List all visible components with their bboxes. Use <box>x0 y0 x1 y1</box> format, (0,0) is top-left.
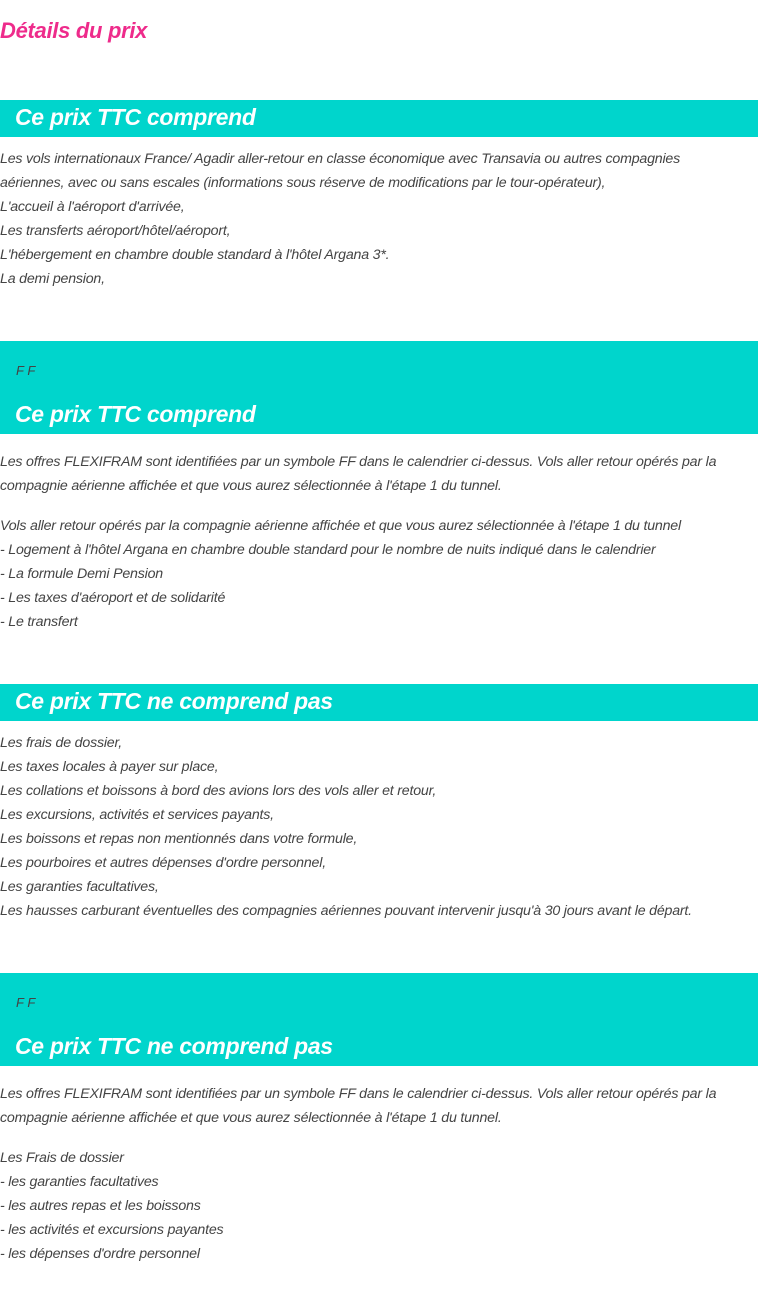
section-heading: Ce prix TTC ne comprend pas <box>15 688 333 714</box>
page-title: Détails du prix <box>0 18 148 43</box>
flexifram-included-intro <box>0 450 756 498</box>
section-header-flexifram-included <box>0 341 758 434</box>
list-item: - Les taxes d'aéroport et de solidarité <box>0 590 226 606</box>
list-item: - les activités et excursions payantes <box>0 1222 224 1238</box>
list-item: La demi pension, <box>0 271 105 287</box>
intro-paragraph: Les offres FLEXIFRAM sont identifiées par un symbole FF dans le calendrier ci-dessus. Vols aller retour opérés par la compagnie aérienne affichée et que vous aurez sélectionnée à l'étape 1 du tunnel. <box>0 454 717 494</box>
list-item: Les pourboires et autres dépenses d'ordre personnel, <box>0 855 326 871</box>
list-item: - Logement à l'hôtel Argana en chambre double standard pour le nombre de nuits indiqué dans le calendrier <box>0 542 656 558</box>
list-item: Les taxes locales à payer sur place, <box>0 759 219 775</box>
list-item: Les collations et boissons à bord des avions lors des vols aller et retour, <box>0 783 437 799</box>
list-item: Les garanties facultatives, <box>0 879 159 895</box>
list-item: Les transferts aéroport/hôtel/aéroport, <box>0 223 231 239</box>
section-header-not-included <box>0 684 758 721</box>
list-item: Les excursions, activités et services payants, <box>0 807 274 823</box>
section-heading: Ce prix TTC comprend <box>15 104 256 130</box>
section-heading: Ce prix TTC ne comprend pas <box>15 1033 333 1059</box>
list-item: Les boissons et repas non mentionnés dans votre formule, <box>0 831 358 847</box>
section-header-included <box>0 100 758 137</box>
list-item: Les frais de dossier, <box>0 735 122 751</box>
list-item: Vols aller retour opérés par la compagnie aérienne affichée et que vous aurez sélectionnée à l'étape 1 du tunnel <box>0 518 681 534</box>
list-item: L'accueil à l'aéroport d'arrivée, <box>0 199 185 215</box>
list-item: - Le transfert <box>0 614 78 630</box>
list-item: - les dépenses d'ordre personnel <box>0 1246 200 1262</box>
list-item: Les hausses carburant éventuelles des compagnies aériennes pouvant intervenir jusqu'à 30 jours avant le départ. <box>0 903 692 919</box>
included-list <box>0 147 756 291</box>
ff-badge: F F <box>16 363 36 378</box>
list-item: Les vols internationaux France/ Agadir aller-retour en classe économique avec Transavia ou autres compagnies aériennes, avec ou sans escales (informations sous réserve de modifications par le tour-opérateur), <box>0 151 681 191</box>
list-item: - les garanties facultatives <box>0 1174 159 1190</box>
flexifram-included-list <box>0 514 756 634</box>
not-included-list <box>0 731 756 923</box>
intro-paragraph: Les offres FLEXIFRAM sont identifiées par un symbole FF dans le calendrier ci-dessus. Vols aller retour opérés par la compagnie aérienne affichée et que vous aurez sélectionnée à l'étape 1 du tunnel. <box>0 1086 717 1126</box>
section-header-flexifram-not-included <box>0 973 758 1066</box>
list-item: - les autres repas et les boissons <box>0 1198 201 1214</box>
list-item: - La formule Demi Pension <box>0 566 163 582</box>
ff-badge: F F <box>16 995 36 1010</box>
list-item: L'hébergement en chambre double standard à l'hôtel Argana 3*. <box>0 247 390 263</box>
flexifram-not-included-list <box>0 1146 756 1266</box>
flexifram-not-included-intro <box>0 1082 756 1130</box>
section-heading: Ce prix TTC comprend <box>15 401 256 427</box>
list-item: Les Frais de dossier <box>0 1150 124 1166</box>
